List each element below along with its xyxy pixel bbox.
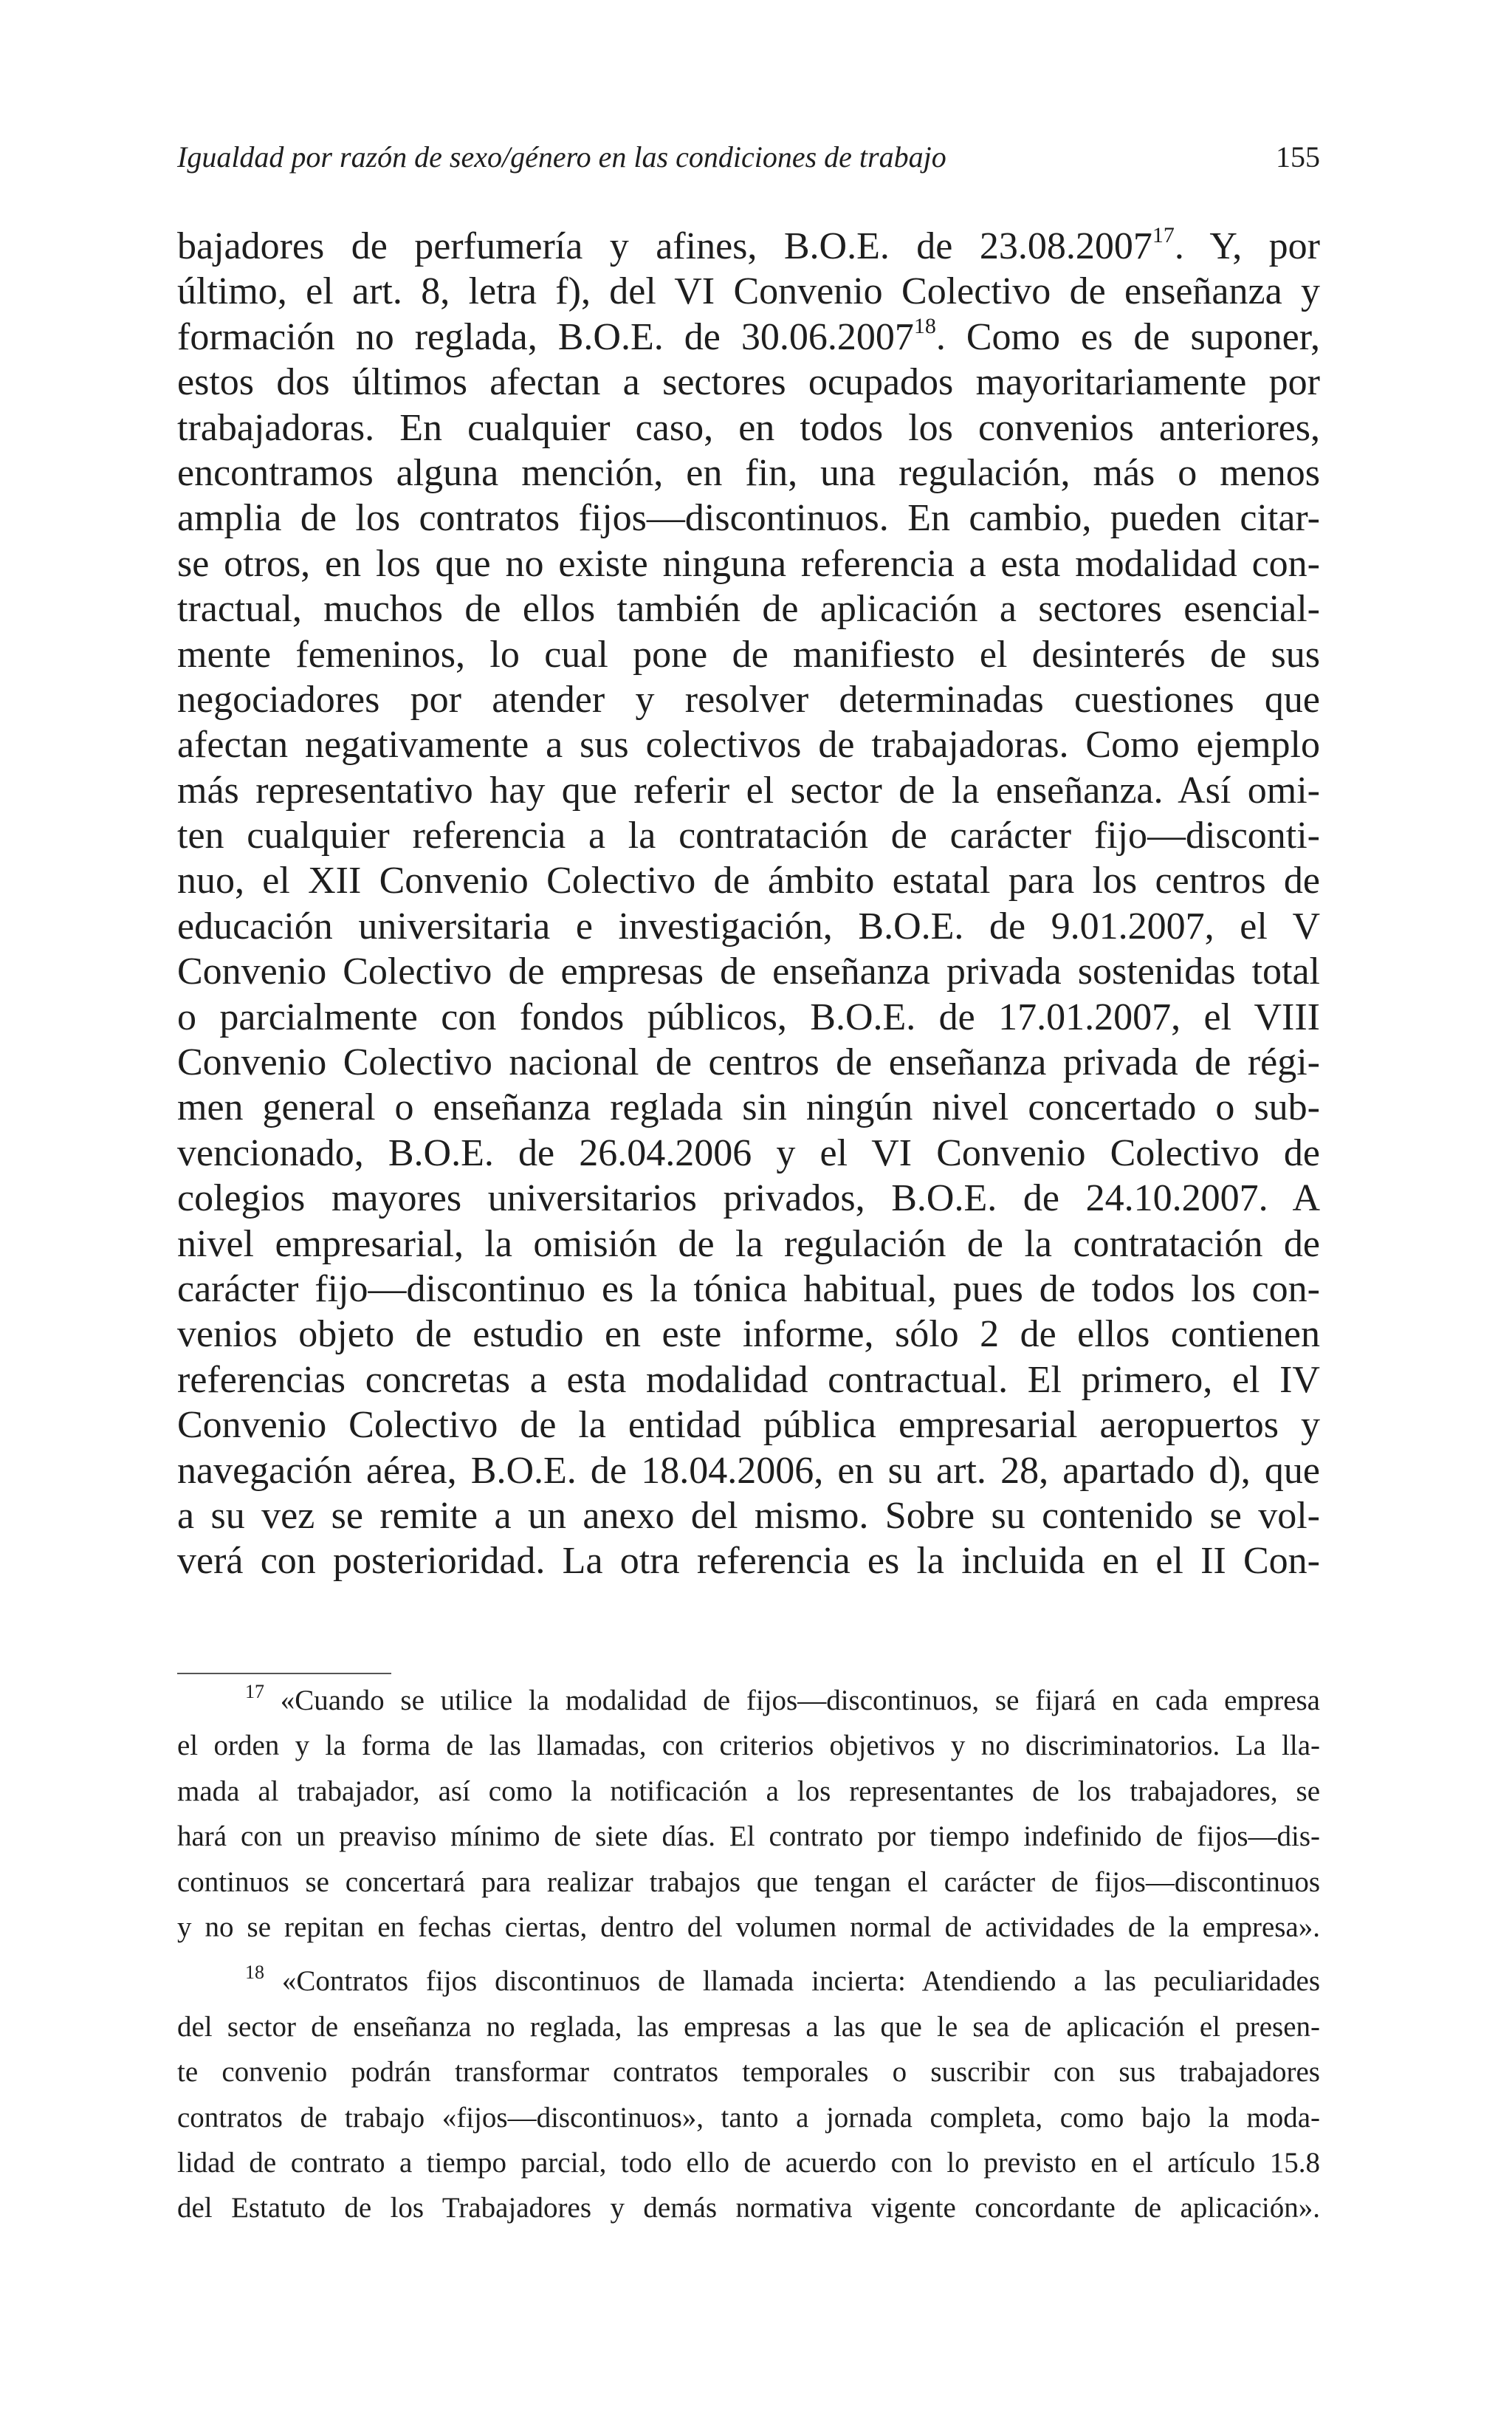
- footnote-separator: [177, 1673, 391, 1674]
- body-line: se otros, en los que no existe ninguna referencia a esta modalidad con-: [177, 542, 1320, 585]
- body-line: negociadores por atender y resolver determinadas cuestiones que: [177, 678, 1320, 721]
- footnote-17: [177, 1682, 1320, 1954]
- body-line: encontramos alguna mención, en fin, una regulación, más o menos: [177, 451, 1320, 494]
- body-line: afectan negativamente a sus colectivos de trabajadoras. Como ejemplo: [177, 724, 1320, 767]
- footnote-line: hará con un preaviso mínimo de siete días. El contrato por tiempo indefinido de fijos—dis-: [177, 1820, 1320, 1853]
- footnote-line: te convenio podrán transformar contratos temporales o suscribir con sus trabajadores: [177, 2056, 1320, 2089]
- footnote-line: lidad de contrato a tiempo parcial, todo ello de acuerdo con lo previsto en el artículo 15.8: [177, 2146, 1320, 2179]
- body-line: Convenio Colectivo nacional de centros de enseñanza privada de régi-: [177, 1041, 1320, 1084]
- footnote-line: $^{17}$ «Cuando se utilice la modalidad de fijos—discontinuos, se fijará en cada empresa: [245, 1681, 1320, 1716]
- body-line: navegación aérea, B.O.E. de 18.04.2006, en su art. 28, apartado d), que: [177, 1449, 1320, 1492]
- body-line: verá con posterioridad. La otra referencia es la incluida en el II Con-: [177, 1540, 1320, 1583]
- running-header-title: Igualdad por razón de sexo/género en las condiciones de trabajo: [177, 140, 946, 174]
- footnote-gap: [177, 1954, 1320, 1963]
- body-line: referencias concretas a esta modalidad contractual. El primero, el IV: [177, 1358, 1320, 1401]
- body-line: Convenio Colectivo de empresas de enseñanza privada sostenidas total: [177, 950, 1320, 993]
- footnote-line: el orden y la forma de las llamadas, con criterios objetivos y no discriminatorios. La lla-: [177, 1730, 1320, 1762]
- body-line: venios objeto de estudio en este informe, sólo 2 de ellos contienen: [177, 1313, 1320, 1356]
- body-line: a su vez se remite a un anexo del mismo. Sobre su contenido se vol-: [177, 1494, 1320, 1537]
- footnote-line: y no se repitan en fechas ciertas, dentro del volumen normal de actividades de la empresa».: [177, 1911, 1320, 1943]
- body-line: bajadores de perfumería y afines, B.O.E. de 23.08.2007$^{17}$. Y, por: [177, 223, 1320, 267]
- footnote-reference[interactable]: 17: [1152, 223, 1175, 247]
- footnote-line: del sector de enseñanza no reglada, las empresas a las que le sea de aplicación el presen-: [177, 2010, 1320, 2043]
- body-line: último, el art. 8, letra f), del VI Convenio Colectivo de enseñanza y: [177, 270, 1320, 313]
- footnote-number: 17: [245, 1681, 264, 1702]
- body-line: carácter fijo—discontinuo es la tónica habitual, pues de todos los con-: [177, 1267, 1320, 1310]
- body-line: nuo, el XII Convenio Colectivo de ámbito estatal para los centros de: [177, 860, 1320, 902]
- body-line: más representativo hay que referir el sector de la enseñanza. Así omi-: [177, 769, 1320, 812]
- body-line: tractual, muchos de ellos también de aplicación a sectores esencial-: [177, 588, 1320, 631]
- body-line: men general o enseñanza reglada sin ningún nivel concertado o sub-: [177, 1086, 1320, 1129]
- body-line: estos dos últimos afectan a sectores ocupados mayoritariamente por: [177, 361, 1320, 404]
- body-line: educación universitaria e investigación, B.O.E. de 9.01.2007, el V: [177, 905, 1320, 948]
- body-line: vencionado, B.O.E. de 26.04.2006 y el VI Convenio Colectivo de: [177, 1131, 1320, 1174]
- body-line: formación no reglada, B.O.E. de 30.06.2007$^{18}$. Como es de suponer,: [177, 313, 1320, 358]
- running-header: [177, 135, 1320, 179]
- footnote-reference[interactable]: 18: [913, 313, 936, 338]
- footnote-line: mada al trabajador, así como la notificación a los representantes de los trabajadores, se: [177, 1775, 1320, 1807]
- body-line: trabajadoras. En cualquier caso, en todos los convenios anteriores,: [177, 406, 1320, 449]
- footnotes: [177, 1682, 1320, 2235]
- body-line: o parcialmente con fondos públicos, B.O.E. de 17.01.2007, el VIII: [177, 996, 1320, 1038]
- footnote-line: del Estatuto de los Trabajadores y demás normativa vigente concordante de aplicación».: [177, 2192, 1320, 2224]
- body-line: mente femeninos, lo cual pone de manifiesto el desinterés de sus: [177, 633, 1320, 676]
- footnote-number: 18: [245, 1962, 264, 1984]
- footnote-line: $^{18}$ «Contratos fijos discontinuos de llamada incierta: Atendiendo a las peculiaridades: [245, 1962, 1321, 1998]
- footnote-18: [177, 1963, 1320, 2235]
- body-line: colegios mayores universitarios privados, B.O.E. de 24.10.2007. A: [177, 1177, 1320, 1220]
- footnote-line: continuos se concertará para realizar trabajos que tengan el carácter de fijos—discontinuos: [177, 1865, 1320, 1898]
- body-line: nivel empresarial, la omisión de la regulación de la contratación de: [177, 1222, 1320, 1265]
- page-number: 155: [1276, 140, 1320, 174]
- body-paragraph: [177, 224, 1320, 1584]
- body-line: amplia de los contratos fijos—discontinuos. En cambio, pueden citar-: [177, 497, 1320, 540]
- body-line: ten cualquier referencia a la contratación de carácter fijo—disconti-: [177, 815, 1320, 857]
- footnote-line: contratos de trabajo «fijos—discontinuos», tanto a jornada completa, como bajo la moda-: [177, 2101, 1320, 2134]
- body-line: Convenio Colectivo de la entidad pública empresarial aeropuertos y: [177, 1404, 1320, 1447]
